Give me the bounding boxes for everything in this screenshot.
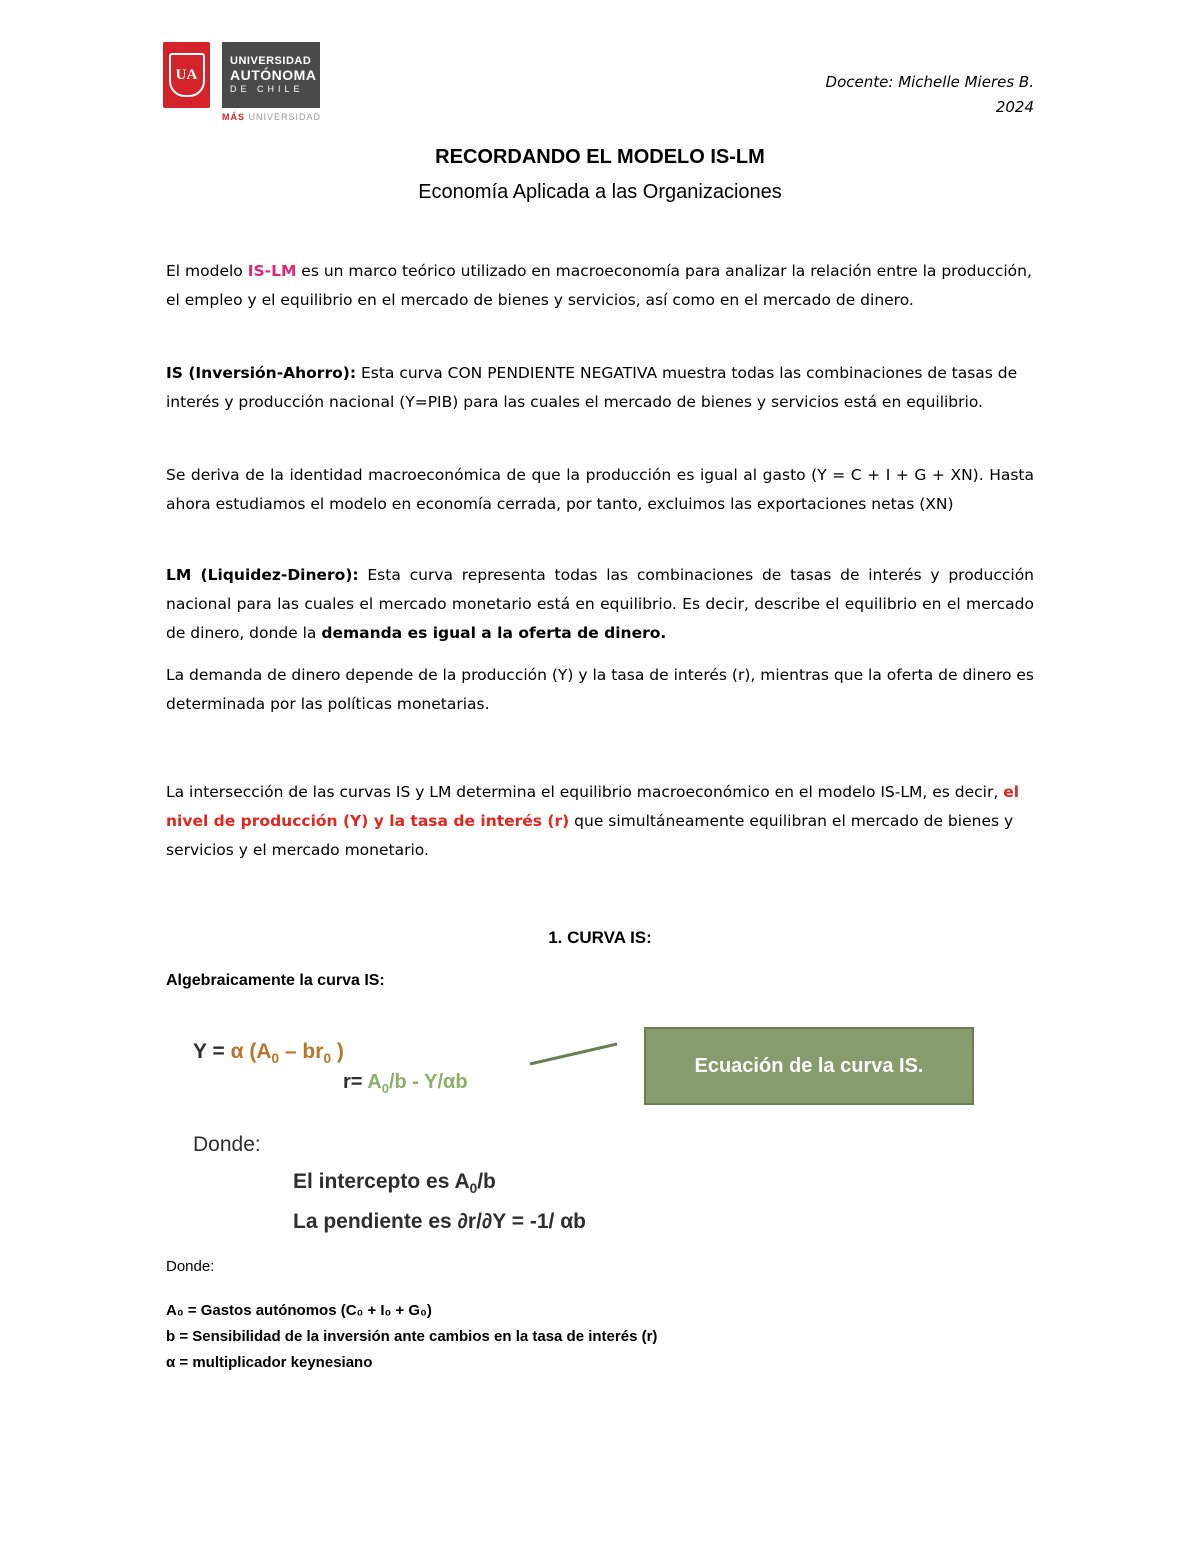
section-subhead: Algebraicamente la curva IS: [166, 972, 385, 989]
paragraph-lm: LM (Liquidez-Dinero): Esta curva representa todas las combinaciones de tasas de interés y producción nacional para las cuales el mercado monetario está en equilibrio. Es decir, describe el equilibrio en el mercado de dinero, donde la demanda es igual a la oferta de dinero. [166, 566, 1035, 642]
university-logo-shield [163, 42, 210, 108]
connector-line [525, 1038, 625, 1072]
paragraph-is: IS (Inversión-Ahorro): Esta curva CON PENDIENTE NEGATIVA muestra todas las combinaciones de tasas de interés y producción nacional (Y=PIB) para las cuales el mercado de bienes y servicios está en equilibrio. [166, 364, 1018, 411]
definition-a0: A₀ = Gastos autónomos (C₀ + I₀ + G₀) [166, 1302, 432, 1319]
paragraph-derivation: Se deriva de la identidad macroeconómica de que la producción es igual al gasto (Y = C + I + G + XN). Hasta ahora estudiamos el modelo en economía cerrada, por tanto, excluimos las exportaciones netas (XN) [166, 466, 1034, 513]
donde-label-large: Donde: [193, 1133, 261, 1156]
definitions-list [166, 1298, 657, 1376]
section-title: 1. CURVA IS: [548, 928, 652, 947]
definition-alpha: α = multiplicador keynesiano [166, 1354, 373, 1371]
logo-tagline: MÁS UNIVERSIDAD [222, 112, 322, 122]
is-lm-highlight: IS-LM [247, 262, 297, 280]
paragraph-intersection: La intersección de las curvas IS y LM determina el equilibrio macroeconómico en el modelo IS-LM, es decir, el nivel de producción (Y) y la tasa de interés (r) que simultáneamente equilibran el mercado de bienes y servicios y el mercado monetario. [166, 783, 1020, 859]
logo-line-2: AUTÓNOMA [230, 67, 317, 83]
definition-b: b = Sensibilidad de la inversión ante cambios en la tasa de interés (r) [166, 1328, 658, 1345]
equation-label-box: Ecuación de la curva IS. [644, 1027, 974, 1105]
author-info [826, 70, 1034, 120]
logo-line-1: UNIVERSIDAD [230, 55, 312, 67]
paragraph-money-demand: La demanda de dinero depende de la producción (Y) y la tasa de interés (r), mientras que la oferta de dinero es determinada por las políticas monetarias. [166, 666, 1034, 713]
document-subtitle: Economía Aplicada a las Organizaciones [418, 181, 782, 203]
donde-label: Donde: [166, 1258, 215, 1275]
docente-name: Docente: Michelle Mieres B. [825, 73, 1034, 91]
intercept-slope-block [293, 1165, 586, 1238]
formula-y: Y = α ($A_0 - br_0$ ) [193, 1040, 344, 1067]
document-title: RECORDANDO EL MODELO IS-LM [435, 146, 765, 168]
formula-r: $r= A_0/b - Y/\alpha b$ [343, 1071, 468, 1096]
document-year: 2024 [995, 98, 1034, 116]
logo-emblem: UA [169, 53, 205, 97]
university-logo-text [222, 42, 320, 108]
logo-line-3: DE CHILE [230, 84, 304, 94]
slope-line: La pendiente es ∂r/∂Y = -1/ αb [293, 1210, 586, 1234]
equilibrium-highlight: el nivel de producción (Y) y la tasa de interés (r) [166, 783, 1020, 830]
intercept-line: El intercepto es $A_0/b$ [293, 1170, 496, 1197]
paragraph-intro: El modelo IS-LM es un marco teórico utilizado en macroeconomía para analizar la relación entre la producción, el empleo y el equilibrio en el mercado de bienes y servicios, así como en el mercado de dinero. [166, 262, 1032, 309]
